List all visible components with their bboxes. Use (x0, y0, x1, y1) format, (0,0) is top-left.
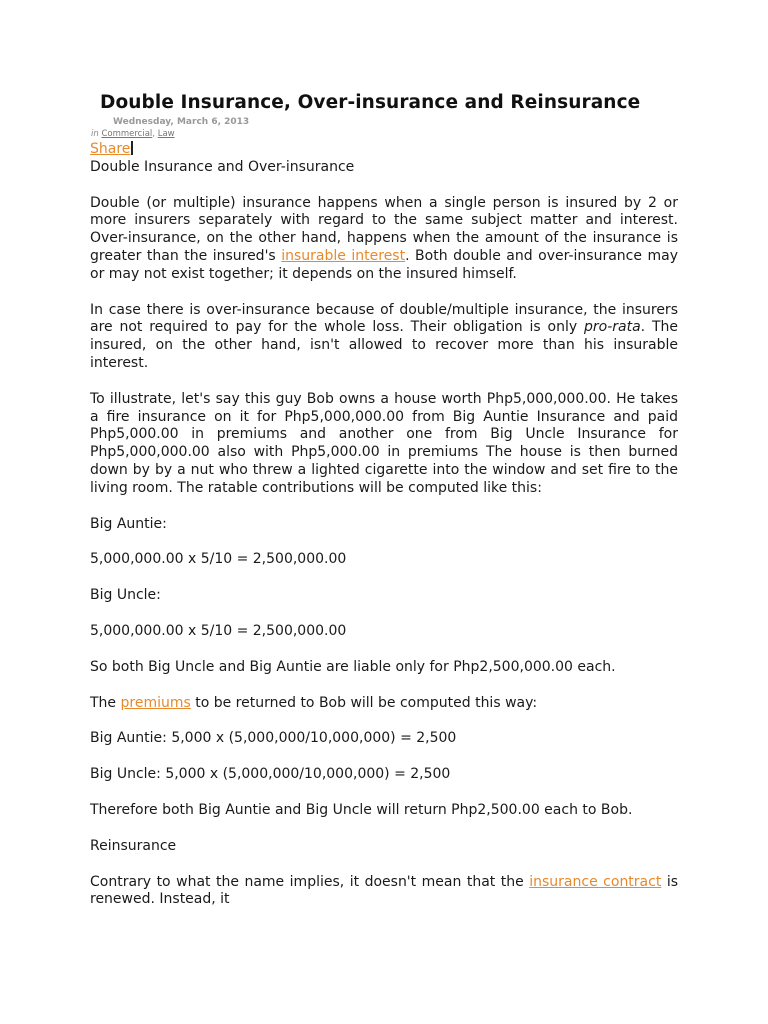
link-insurable-interest[interactable]: insurable interest (281, 247, 406, 264)
paragraph-text: Double (or multiple) insurance happens when a single person is insured by 2 or more insurers separately with regard to the same subject matter and interest. Over-insurance, on the other hand, happens when the amount of the insurance is greater than the insured's (90, 194, 678, 264)
category-link-commercial[interactable]: Commercial (101, 129, 153, 139)
paragraph-text: is renewed. Instead, it (90, 873, 679, 908)
link-insurance-contract[interactable]: insurance contract (529, 873, 662, 890)
article-title: Double Insurance, Over-insurance and Reinsurance (100, 92, 641, 113)
category-link-law[interactable]: Law (157, 129, 175, 139)
big-auntie-calc: 5,000,000.00 x 5/10 = 2,500,000.00 (90, 551, 347, 568)
paragraph-text: . The insured, on the other hand, isn't allowed to recover more than his insurable interest. (90, 319, 678, 371)
paragraph-reinsurance (90, 874, 678, 910)
article-body (90, 141, 678, 927)
categories-prefix: in (91, 129, 99, 139)
emphasis-pro-rata: pro-rata (583, 319, 641, 336)
big-uncle-calc: 5,000,000.00 x 5/10 = 2,500,000.00 (90, 622, 347, 639)
reinsurance-heading: Reinsurance (90, 837, 177, 854)
link-premiums[interactable]: premiums (120, 694, 191, 711)
paragraph-text: Contrary to what the name implies, it doesn't mean that the (90, 873, 530, 890)
uncle-premium-calc: Big Uncle: 5,000 x (5,000,000/10,000,000) = 2,500 (90, 766, 451, 783)
text-cursor (131, 141, 133, 155)
big-uncle-label: Big Uncle: (90, 587, 161, 604)
post-categories (91, 129, 175, 139)
auntie-premium-calc: Big Auntie: 5,000 x (5,000,000/10,000,000) = 2,500 (90, 730, 457, 747)
share-button[interactable]: Share (90, 141, 131, 157)
category-separator: , (152, 129, 158, 139)
post-date: Wednesday, March 6, 2013 (113, 117, 250, 127)
liable-line: So both Big Uncle and Big Auntie are liable only for Php2,500,000.00 each. (90, 658, 616, 675)
paragraph-illustration: To illustrate, let's say this guy Bob owns a house worth Php5,000,000.00. He takes a fire insurance on it for Php5,000,000.00 from Big Auntie Insurance and paid Php5,000.00 in premiums and another one from Big Uncle Insurance for Php5,000,000.00 also with Php5,000.00 in premiums The house is then burned down by by a nut who threw a lighted cigarette into the window and set fire to the living room. The ratable contributions will be computed like this: (90, 390, 678, 496)
paragraph-double-insurance (90, 195, 678, 284)
big-auntie-label: Big Auntie: (90, 515, 167, 532)
paragraph-text: to be returned to Bob will be computed this way: (190, 694, 538, 711)
share-row (90, 141, 678, 159)
paragraph-text: In case there is over-insurance because of double/multiple insurance, the insurers are not required to pay for the whole loss. Their obligation is only (90, 301, 678, 336)
premiums-line (90, 695, 678, 713)
return-line: Therefore both Big Auntie and Big Uncle will return Php2,500.00 each to Bob. (90, 801, 633, 818)
paragraph-text: . Both double and over-insurance may or may not exist together; it depends on the insured himself. (90, 247, 678, 282)
paragraph-text: The (90, 694, 121, 711)
subheading: Double Insurance and Over-insurance (90, 158, 355, 175)
paragraph-over-insurance (90, 302, 678, 373)
